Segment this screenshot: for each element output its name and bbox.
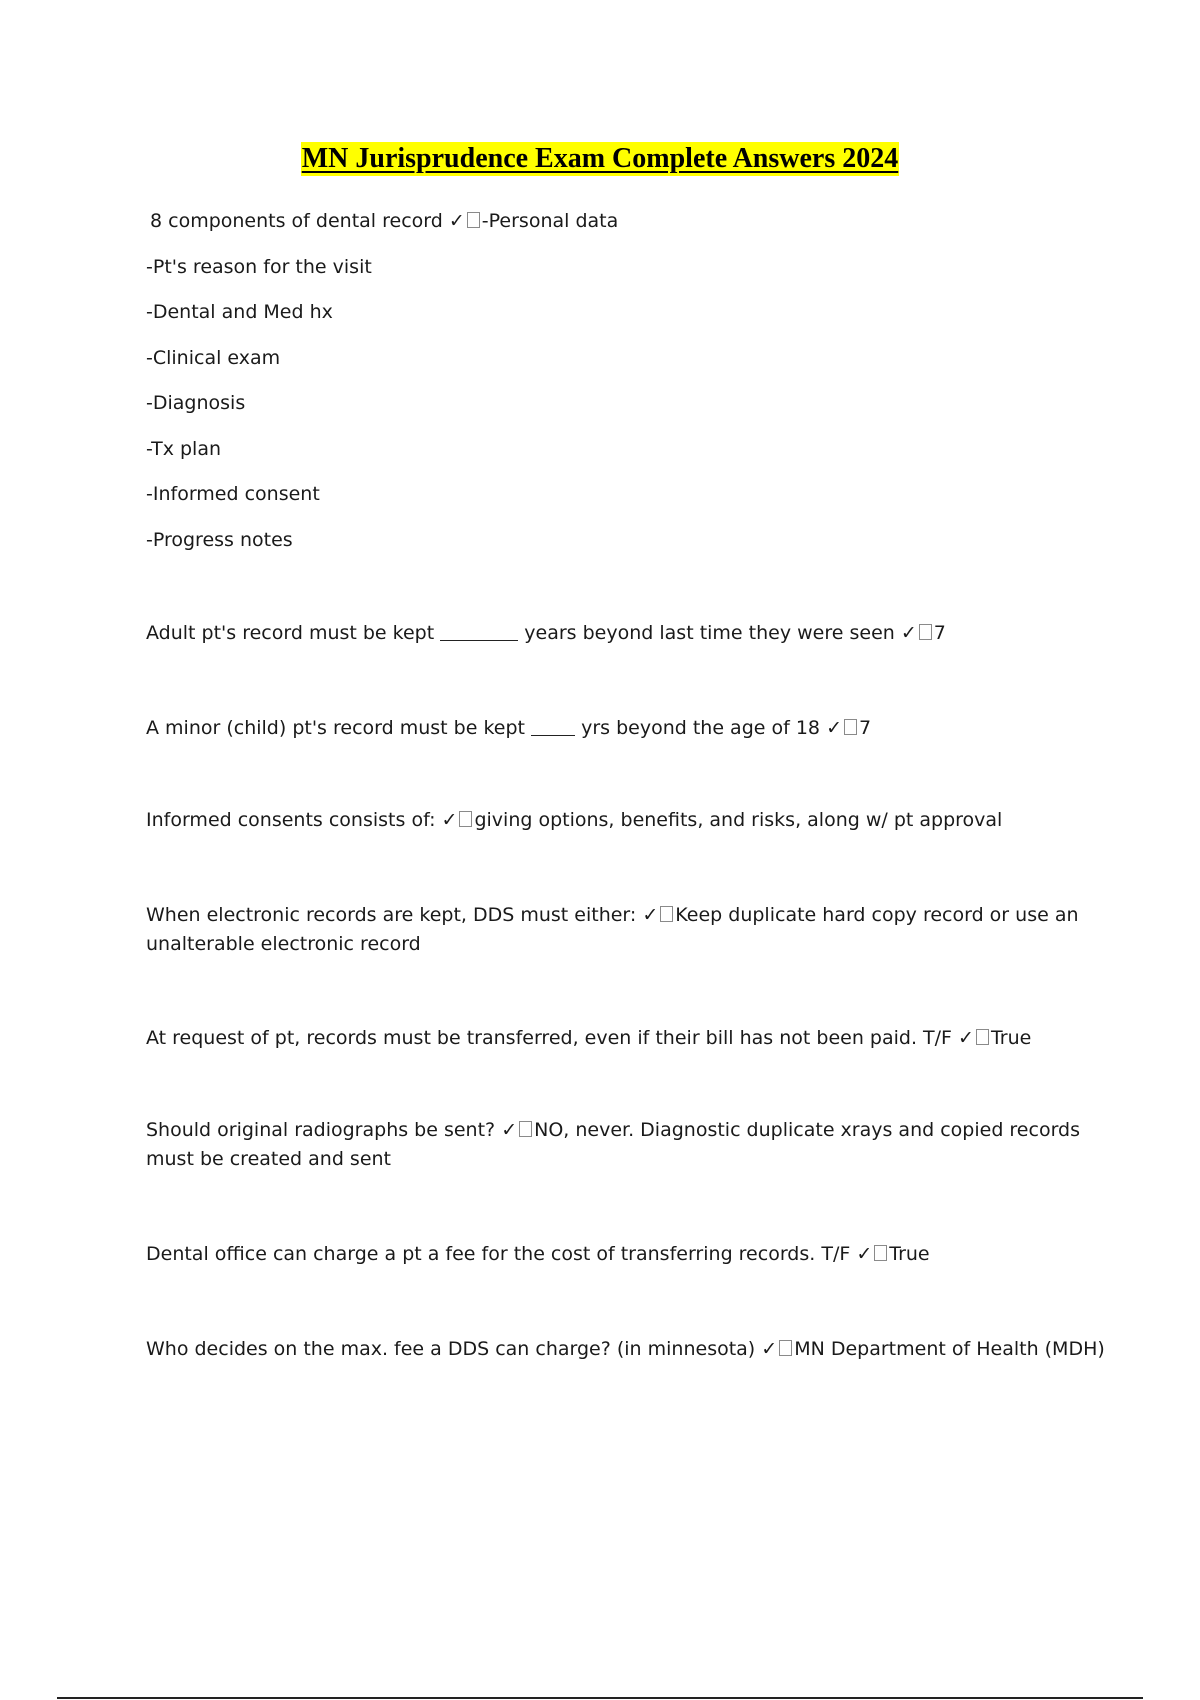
question-adult-record xyxy=(146,619,946,647)
question-text: Informed consents consists of: xyxy=(146,809,436,831)
list-item: -Dental and Med hx xyxy=(146,301,333,323)
check-icon: ✓ xyxy=(958,1027,974,1049)
question-text: A minor (child) pt's record must be kept xyxy=(146,717,525,739)
fill-blank xyxy=(440,622,518,641)
check-icon: ✓ xyxy=(761,1338,778,1360)
list-item: -Diagnosis xyxy=(146,392,246,414)
question-informed-consent xyxy=(146,806,1002,834)
answer-text: giving options, benefits, and risks, along w/ pt approval xyxy=(474,809,1003,831)
question-transfer-fee xyxy=(146,1240,930,1268)
checkbox-icon xyxy=(467,212,480,228)
list-item: -Tx plan xyxy=(146,438,222,460)
question-radiographs xyxy=(146,1116,1096,1174)
check-icon: ✓ xyxy=(900,622,917,644)
question-text: 8 components of dental record xyxy=(150,210,443,232)
checkbox-icon xyxy=(844,719,857,735)
question-text: yrs beyond the age of 18 xyxy=(581,717,821,739)
list-item: -Pt's reason for the visit xyxy=(146,256,372,278)
answer-text: 7 xyxy=(859,717,872,739)
check-icon: ✓ xyxy=(642,904,659,926)
question-electronic-records xyxy=(146,901,1086,959)
check-icon: ✓ xyxy=(826,717,842,739)
list-item: -Clinical exam xyxy=(146,347,281,369)
answer-text: -Personal data xyxy=(481,210,619,232)
checkbox-icon xyxy=(660,906,673,922)
fill-blank xyxy=(531,717,575,736)
checkbox-icon xyxy=(779,1340,792,1356)
answer-text: 7 xyxy=(933,622,946,644)
question-text: Adult pt's record must be kept xyxy=(146,622,435,644)
answer-text: True xyxy=(990,1027,1032,1049)
answer-text: Keep duplicate hard copy record or use an unalterable electronic record xyxy=(146,904,1079,955)
check-icon: ✓ xyxy=(448,210,465,232)
answer-text: NO, never. Diagnostic duplicate xrays and copied records must be created and sent xyxy=(146,1119,1081,1170)
check-icon: ✓ xyxy=(441,809,458,831)
answer-text: MN Department of Health (MDH) xyxy=(794,1338,1105,1360)
title-container xyxy=(0,142,1200,176)
question-transfer-records xyxy=(146,1024,1031,1052)
list-item: -Progress notes xyxy=(146,529,293,551)
question-components xyxy=(150,207,618,235)
question-text: When electronic records are kept, DDS must either: xyxy=(146,904,637,926)
question-max-fee xyxy=(146,1335,1105,1363)
checkbox-icon xyxy=(919,624,932,640)
question-text: Who decides on the max. fee a DDS can charge? (in minnesota) xyxy=(146,1338,756,1360)
document-title: MN Jurisprudence Exam Complete Answers 2024 xyxy=(301,143,899,174)
question-text: Should original radiographs be sent? xyxy=(146,1119,496,1141)
footer-rule xyxy=(57,1697,1143,1699)
checkbox-icon xyxy=(519,1121,532,1137)
checkbox-icon xyxy=(459,811,472,827)
question-text: At request of pt, records must be transferred, even if their bill has not been paid. T/F xyxy=(146,1027,952,1049)
checkbox-icon xyxy=(874,1245,887,1261)
check-icon: ✓ xyxy=(856,1243,873,1265)
checkbox-icon xyxy=(976,1029,989,1045)
list-item: -Informed consent xyxy=(146,483,320,505)
question-minor-record xyxy=(146,714,871,742)
answer-text: True xyxy=(889,1243,930,1265)
check-icon: ✓ xyxy=(501,1119,518,1141)
question-text: Dental office can charge a pt a fee for the cost of transferring records. T/F xyxy=(146,1243,851,1265)
question-text: years beyond last time they were seen xyxy=(524,622,895,644)
